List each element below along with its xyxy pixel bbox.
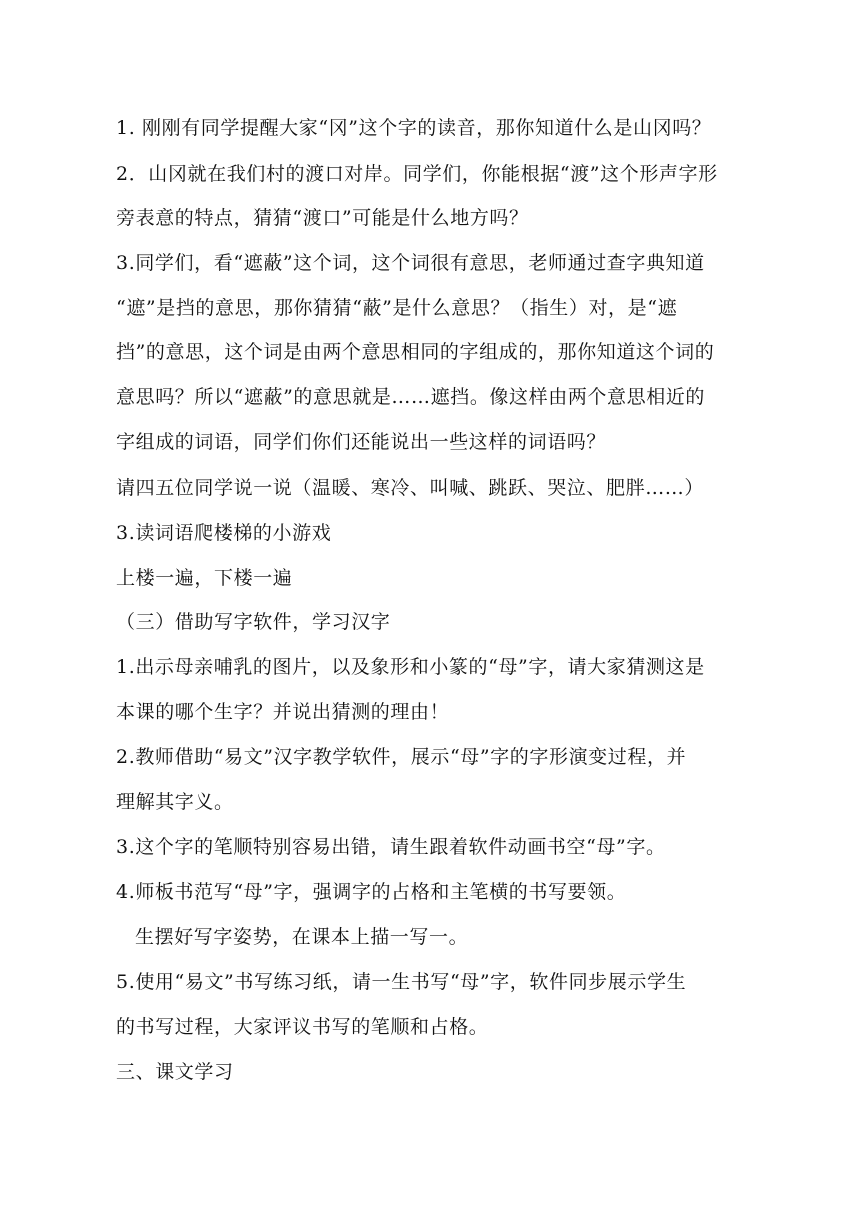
text-line: “遮”是挡的意思，那你猜猜“蔽”是什么意思？（指生）对，是“遮	[116, 297, 678, 319]
text-line: 3.这个字的笔顺特别容易出错，请生跟着软件动画书空“母”字。	[116, 836, 666, 858]
text-line: 5.使用“易文”书写练习纸，请一生书写“母”字，软件同步展示学生	[116, 971, 687, 993]
text-line: 2．山冈就在我们村的渡口对岸。同学们，你能根据“渡”这个形声字形	[116, 163, 718, 185]
text-line: 3.同学们，看“遮蔽”这个词，这个词很有意思，老师通过查字典知道	[116, 252, 705, 274]
text-line: 的书写过程，大家评议书写的笔顺和占格。	[116, 1016, 489, 1038]
text-line: 本课的哪个生字？并说出猜测的理由！	[116, 701, 450, 723]
text-line: 理解其字义。	[116, 791, 234, 813]
text-line: 1. 刚刚有同学提醒大家“冈”这个字的读音，那你知道什么是山冈吗？	[116, 117, 712, 139]
text-line: 3.读词语爬楼梯的小游戏	[116, 522, 332, 544]
text-line: 生摆好写字姿势，在课本上描一写一。	[135, 926, 469, 948]
text-line: 字组成的词语，同学们你们还能说出一些这样的词语吗？	[116, 431, 607, 453]
text-line: 请四五位同学说一说（温暖、寒冷、叫喊、跳跃、哭泣、肥胖……）	[116, 477, 705, 499]
text-line: 4.师板书范写“母”字，强调字的占格和主笔横的书写要领。	[116, 881, 627, 903]
text-line: 旁表意的特点，猜猜“渡口”可能是什么地方吗？	[116, 207, 529, 229]
text-line: 意思吗？所以“遮蔽”的意思就是……遮挡。像这样由两个意思相近的	[116, 386, 706, 408]
text-line: 2.教师借助“易文”汉字教学软件，展示“母”字的字形演变过程，并	[116, 746, 687, 768]
section-heading: （三）借助写字软件，学习汉字	[116, 611, 391, 633]
text-line: 1.出示母亲哺乳的图片，以及象形和小篆的“母”字，请大家猜测这是	[116, 656, 705, 678]
text-line: 上楼一遍，下楼一遍	[116, 567, 293, 589]
section-heading: 三、课文学习	[116, 1061, 234, 1083]
text-line: 挡”的意思，这个词是由两个意思相同的字组成的，那你知道这个词的	[116, 341, 715, 363]
